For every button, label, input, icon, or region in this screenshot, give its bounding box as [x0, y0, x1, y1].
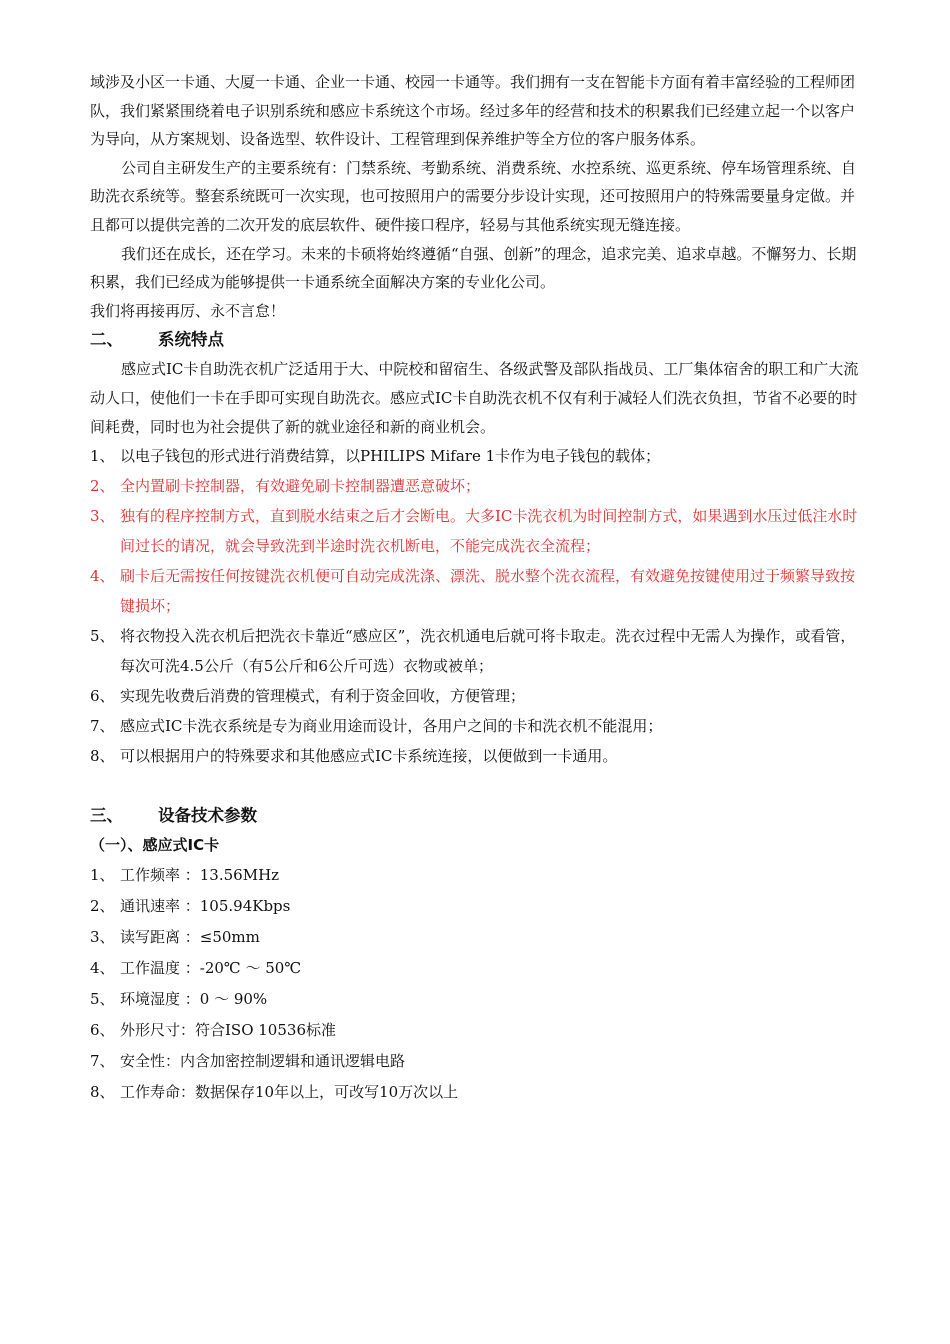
list-item-text: 工作寿命：数据保存10年以上，可改写10万次以上 [120, 1083, 459, 1102]
list-item-number: 7、 [90, 1052, 115, 1071]
list-item-number: 2、 [90, 477, 115, 496]
list-item-number: 2、 [90, 897, 115, 916]
list-item-text: 以电子钱包的形式进行消费结算，以PHILIPS Mifare 1卡作为电子钱包的载体； [120, 447, 661, 466]
list-item [90, 741, 860, 771]
section-2-heading [90, 325, 860, 355]
list-item-number: 7、 [90, 717, 115, 736]
list-item-number: 4、 [90, 959, 115, 978]
list-item-text: 环境湿度 ：0 ～ 90% [120, 990, 268, 1009]
list-item [90, 1046, 860, 1077]
list-item-text: 工作频率 ：13.56MHz [120, 866, 280, 885]
section-2-number: 二、 [90, 330, 123, 350]
list-item [90, 441, 860, 471]
list-item-text: 实现先收费后消费的管理模式，有利于资金回收，方便管理； [120, 687, 526, 706]
list-item [90, 953, 860, 984]
section-2-intro: 感应式IC卡自助洗衣机广泛适用于大、中院校和留宿生、各级武警及部队指战员、工厂集体宿舍的职工和广大流动人口，使他们一卡在手即可实现自助洗衣。感应式IC卡自助洗衣机不仅有利于减轻人们洗衣负担，节省不必要的时间耗费，同时也为社会提供了新的就业途径和新的商业机会。 [90, 360, 859, 436]
list-item-number: 8、 [90, 1083, 115, 1102]
section-3-number: 三、 [90, 806, 123, 826]
list-item-text: 读写距离 ：≤50mm [120, 928, 260, 947]
list-item [90, 1077, 860, 1108]
list-item [90, 891, 860, 922]
list-item [90, 561, 860, 621]
list-item [90, 621, 860, 681]
section-3-heading [90, 801, 860, 831]
list-item-number: 3、 [90, 507, 115, 526]
spacer [90, 771, 860, 801]
list-item [90, 1015, 860, 1046]
list-item-text: 外形尺寸：符合ISO 10536标准 [120, 1021, 336, 1040]
document-body [90, 68, 860, 1108]
list-item-text: 将衣物投入洗衣机后把洗衣卡靠近“感应区”，洗衣机通电后就可将卡取走。洗衣过程中无需人为操作，或看管，每次可洗4.5公斤（有5公斤和6公斤可选）衣物或被单； [120, 627, 856, 676]
list-item-number: 6、 [90, 1021, 115, 1040]
list-item-text: 可以根据用户的特殊要求和其他感应式IC卡系统连接，以便做到一卡通用。 [120, 747, 618, 766]
feature-list [90, 441, 860, 771]
list-item-number: 1、 [90, 447, 115, 466]
intro-paragraph-4: 我们将再接再厉、永不言怠！ [90, 301, 286, 320]
intro-paragraph-2: 公司自主研发生产的主要系统有：门禁系统、考勤系统、消费系统、水控系统、巡更系统、停车场管理系统、自助洗衣系统等。整套系统既可一次实现，也可按照用户的需要分步设计实现，还可按照用户的特殊需要量身定做。并且都可以提供完善的二次开发的底层软件、硬件接口程序，轻易与其他系统实现无缝连接。 [90, 158, 857, 234]
list-item-text: 工作温度 ：-20℃ ～ 50℃ [120, 959, 302, 978]
list-item-number: 6、 [90, 687, 115, 706]
list-item-number: 4、 [90, 567, 115, 586]
list-item [90, 501, 860, 561]
list-item [90, 711, 860, 741]
list-item-number: 5、 [90, 990, 115, 1009]
section-3-subtitle: （一）、感应式IC卡 [90, 836, 220, 855]
list-item-text: 刷卡后无需按任何按键洗衣机便可自动完成洗涤、漂洗、脱水整个洗衣流程，有效避免按键使用过于频繁导致按键损坏； [120, 567, 856, 616]
intro-paragraph-1: 域涉及小区一卡通、大厦一卡通、企业一卡通、校园一卡通等。我们拥有一支在智能卡方面有着丰富经验的工程师团队，我们紧紧围绕着电子识别系统和感应卡系统这个市场。经过多年的经营和技术的积累我们已经建立起一个以客户为导向，从方案规划、设备选型、软件设计、工程管理到保养维护等全方位的客户服务体系。 [90, 73, 856, 149]
list-item-number: 5、 [90, 627, 115, 646]
list-item-text: 通讯速率 ：105.94Kbps [120, 897, 291, 916]
section-3-title: 设备技术参数 [158, 806, 257, 826]
list-item [90, 922, 860, 953]
list-item-text: 全内置刷卡控制器，有效避免刷卡控制器遭恶意破坏； [120, 477, 481, 496]
section-2-title: 系统特点 [158, 330, 224, 350]
list-item-number: 1、 [90, 866, 115, 885]
list-item-text: 感应式IC卡洗衣系统是专为商业用途而设计，各用户之间的卡和洗衣机不能混用； [120, 717, 663, 736]
list-item [90, 471, 860, 501]
list-item [90, 984, 860, 1015]
list-item-number: 8、 [90, 747, 115, 766]
list-item-number: 3、 [90, 928, 115, 947]
list-item [90, 681, 860, 711]
list-item-text: 独有的程序控制方式，直到脱水结束之后才会断电。大多IC卡洗衣机为时间控制方式，如果遇到水压过低注水时间过长的请况，就会导致洗到半途时洗衣机断电，不能完成洗衣全流程； [120, 507, 858, 556]
parameter-list [90, 860, 860, 1108]
list-item [90, 860, 860, 891]
intro-paragraph-3: 我们还在成长，还在学习。未来的卡硕将始终遵循“自强、创新”的理念，追求完美、追求卓越。不懈努力、长期积累，我们已经成为能够提供一卡通系统全面解决方案的专业化公司。 [90, 244, 857, 292]
list-item-text: 安全性：内含加密控制逻辑和通讯逻辑电路 [120, 1052, 406, 1071]
